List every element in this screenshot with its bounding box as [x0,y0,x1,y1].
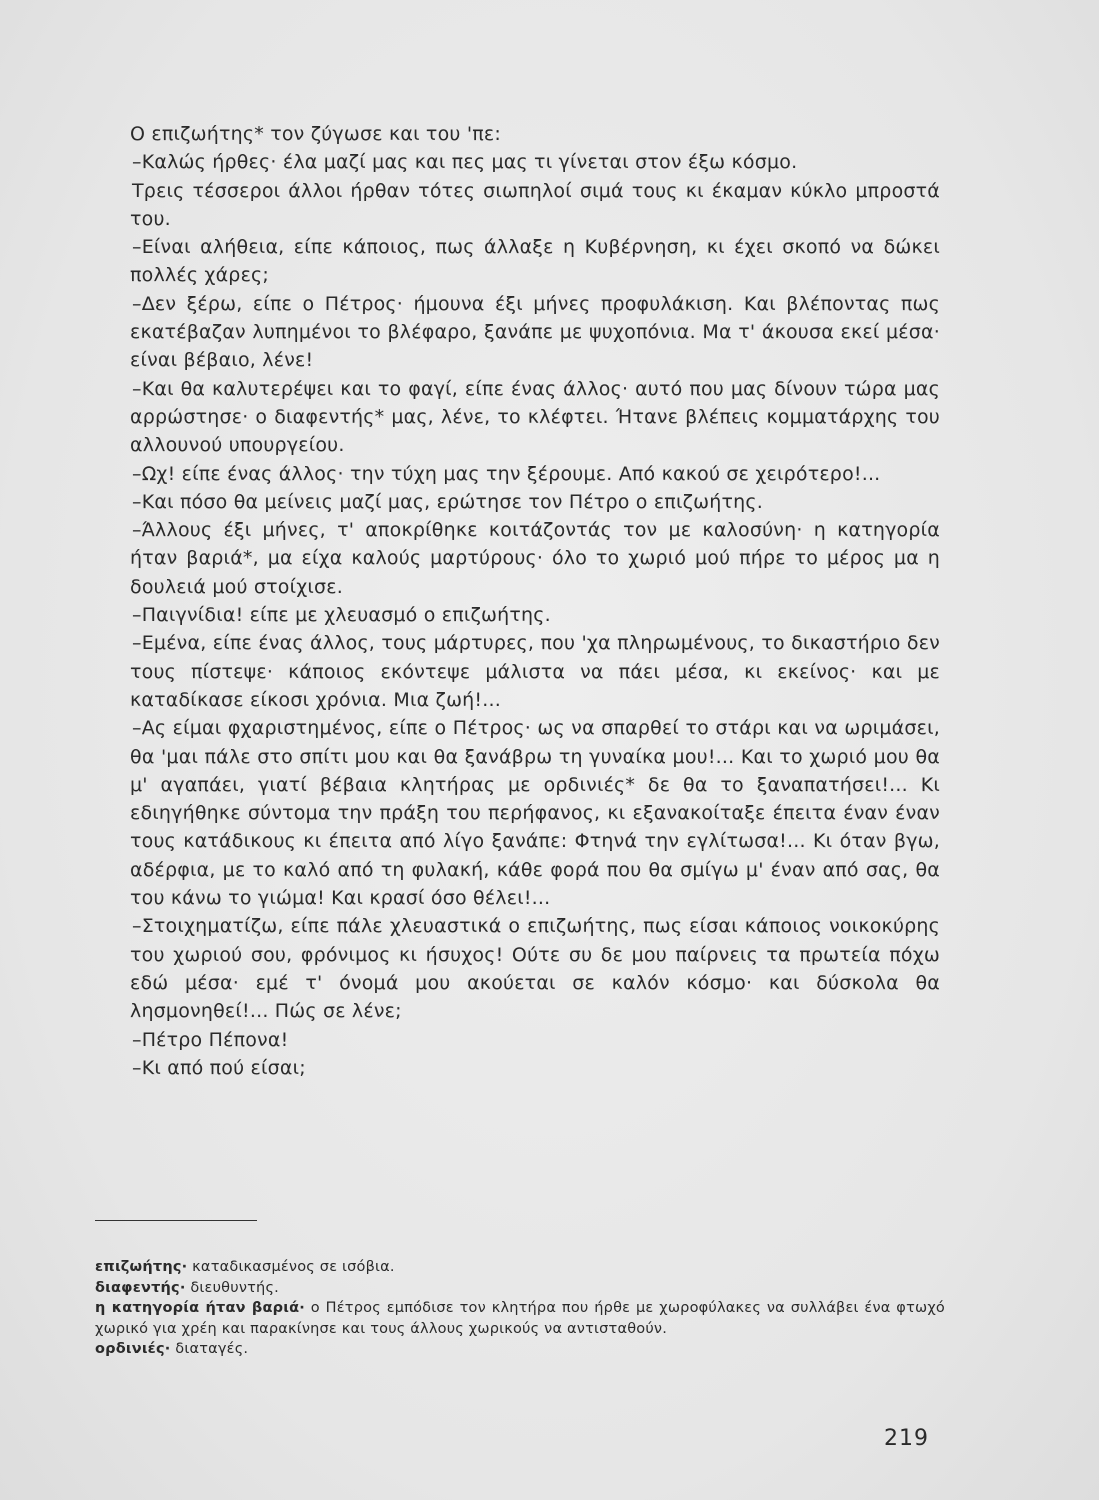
main-text [130,120,940,1082]
footnotes [95,1257,945,1360]
paragraph: –Και πόσο θα μείνεις μαζί μας, ερώτησε τον Πέτρο ο επιζωήτης. [132,490,763,513]
paragraph: –Στοιχηματίζω, είπε πάλε χλευαστικά ο επιζωήτης, πως είσαι κάποιος νοικοκύρης του χωριού σου, φρόνιμος κι ήσυχος! Ούτε συ δε μου παίρνεις τα πρωτεία πόχω εδώ μέσα· εμέ τ' όνομά μου ακούεται σε καλόν κόσμο· και δύσκολα θα λησμονηθεί!... Πώς σε λένε; [130,915,940,1023]
paragraph: –Πέτρο Πέπονα! [132,1028,289,1051]
footnote [95,1257,945,1278]
footnote-text: διαταγές. [170,1341,249,1357]
paragraph: Ο επιζωήτης* τον ζύγωσε και του 'πε: [130,123,501,145]
paragraph: –Κι από πού είσαι; [132,1056,306,1079]
footnote [95,1298,945,1339]
page-number: 219 [884,1426,929,1451]
footnote [95,1278,945,1299]
paragraph: –Και θα καλυτερέψει και το φαγί, είπε ένας άλλος· αυτό που μας δίνουν τώρα μας αρρώστησε· ο διαφεντής* μας, λένε, το κλέφτει. Ήτανε βλέπεις κομματάρχης του αλλουνού υπουργείου. [130,377,940,457]
paragraph: –Καλώς ήρθες· έλα μαζί μας και πες μας τι γίνεται στον έξω κόσμο. [132,151,798,174]
footnote-term: επιζωήτης· [95,1259,188,1275]
paragraph: –Δεν ξέρω, είπε ο Πέτρος· ήμουνα έξι μήνες προφυλάκιση. Και βλέποντας πως εκατέβαζαν λυπημένοι το βλέφαρο, ξανάπε με ψυχοπόνια. Μα τ' άκουσα εκεί μέσα· είναι βέβαιο, λένε! [130,292,940,372]
paragraph: –Παιγνίδια! είπε με χλευασμό ο επιζωήτης. [132,604,551,627]
footnote-term: ορδινιές· [95,1341,171,1357]
paragraph: Τρεις τέσσεροι άλλοι ήρθαν τότες σιωπηλοί σιμά τους κι έκαμαν κύκλο μπροστά του. [130,179,940,230]
footnote-term: διαφεντής· [95,1279,186,1296]
paragraph: –Ας είμαι φχαριστημένος, είπε ο Πέτρος· ως να σπαρθεί το στάρι και να ωριμάσει, θα 'μαι πάλε στο σπίτι μου και θα ξανάβρω τη γυναίκα μου!... Και το χωριό μου θα μ' αγαπάει, γιατί βέβαια κλητήρας με ορδινιές* δε θα το ξαναπατήσει!... Κι εδιηγήθηκε σύντομα την πράξη του περήφανος, κι εξανακοίταξε έπειτα έναν έναν τους κατάδικους κι έπειτα από λίγο ξανάπε: Φτηνά την εγλίτωσα!... Κι όταν βγω, αδέρφια, με το καλό από τη φυλακή, κάθε φορά που θα σμίγω μ' έναν από σας, θα του κάνω το γιώμα! Και κρασί όσο θέλει!... [130,717,940,910]
footnote [95,1339,945,1360]
paragraph: –Ωχ! είπε ένας άλλος· την τύχη μας την ξέρουμε. Από κακού σε χειρότερο!... [132,462,881,485]
footnote-text: καταδικασμένος σε ισόβια. [187,1259,395,1275]
footnote-term: η κατηγορία ήταν βαριά· [95,1300,305,1316]
paragraph: –Εμένα, είπε ένας άλλος, τους μάρτυρες, που 'χα πληρωμένους, το δικαστήριο δεν τους πίστεψε· κάποιος εκόντεψε μάλιστα να πάει μέσα, κι εκείνος· και με καταδίκασε είκοσι χρόνια. Μια ζωή!... [130,632,940,711]
footnote-text: διευθυντής. [185,1279,279,1296]
footnote-divider [95,1220,257,1221]
paragraph: –Είναι αλήθεια, είπε κάποιος, πως άλλαξε η Κυβέρνηση, κι έχει σκοπό να δώκει πολλές χάρες; [130,236,940,287]
footnote-text: ο Πέτρος εμπόδισε τον κλητήρα που ήρθε με χωροφύλακες να συλλάβει ένα φτωχό χωρικό για χρέη και παρακίνησε και τους άλλους χωρικούς να αντισταθούν. [95,1300,945,1337]
paragraph: –Άλλους έξι μήνες, τ' αποκρίθηκε κοιτάζοντάς τον με καλοσύνη· η κατηγορία ήταν βαριά*, μα είχα καλούς μαρτύρους· όλο το χωριό μού πήρε το μέρος μα η δουλειά μού στοίχισε. [130,519,940,598]
